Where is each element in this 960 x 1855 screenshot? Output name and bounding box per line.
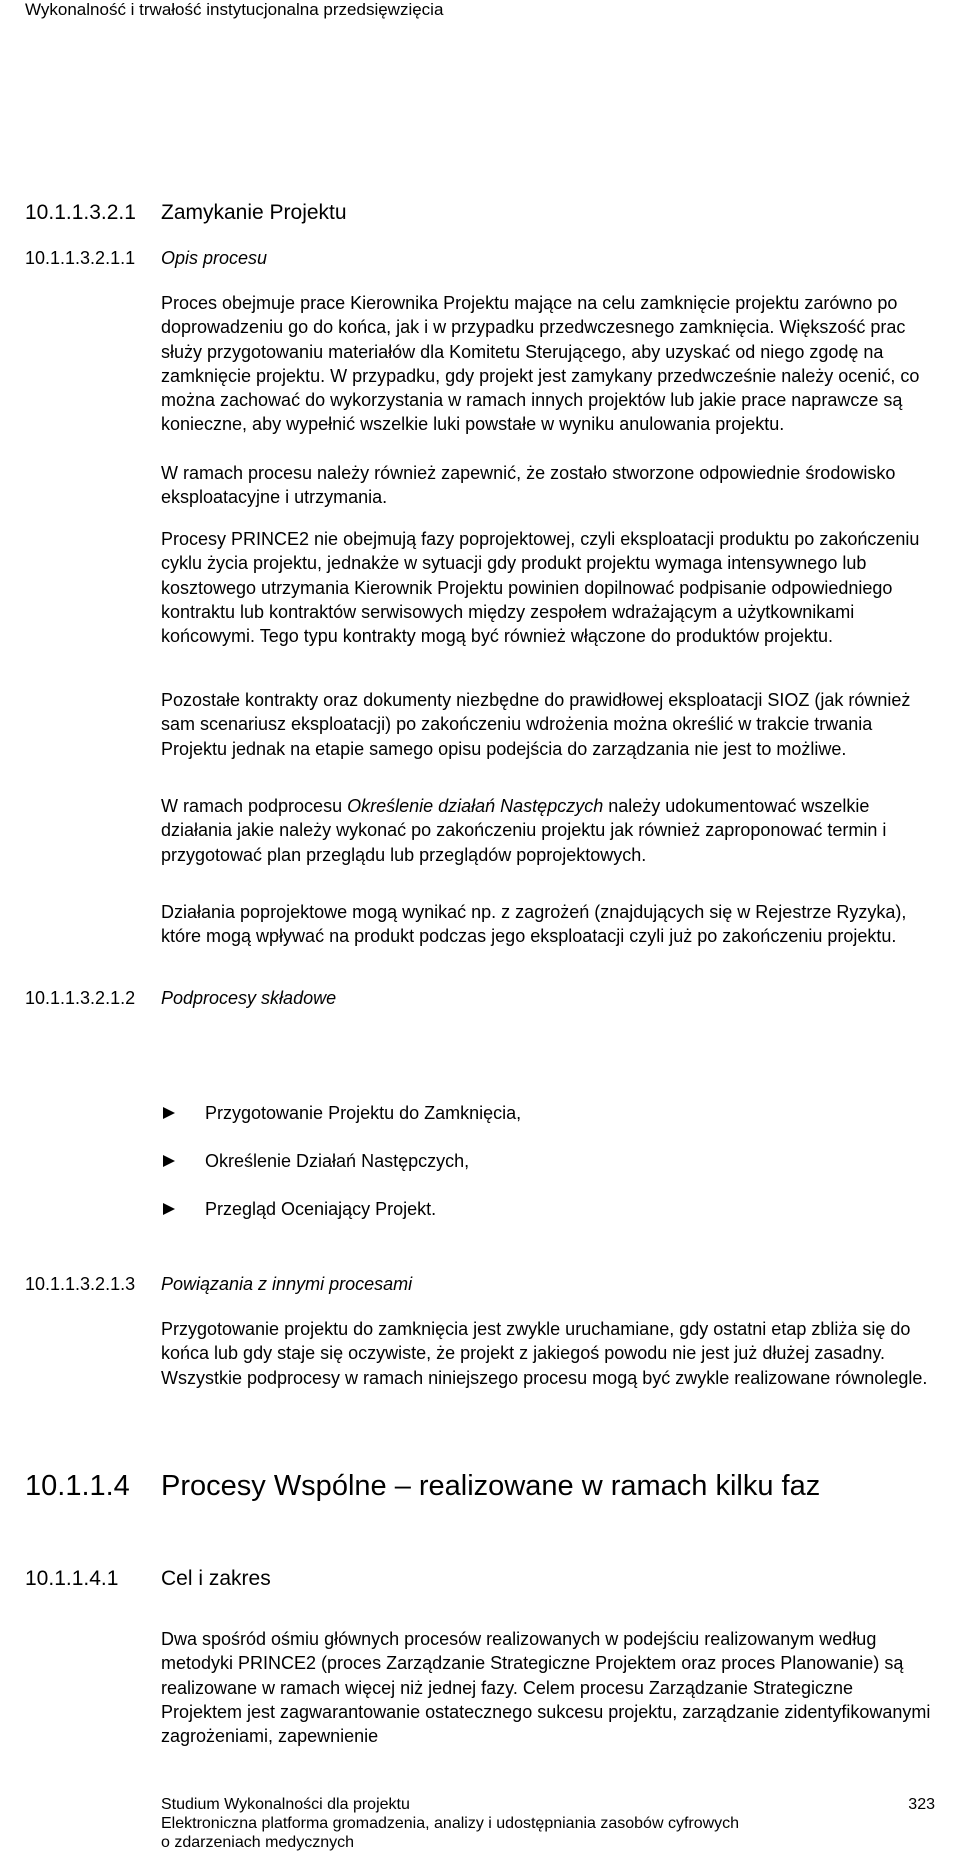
section-title: Zamykanie Projektu [161, 201, 347, 224]
section-title: Cel i zakres [161, 1567, 271, 1590]
bullet-arrow-icon [163, 1155, 175, 1167]
subsection-heading [0, 246, 960, 270]
page-number: 323 [908, 1796, 935, 1813]
section-number: 10.1.1.4.1 [25, 1567, 119, 1590]
paragraph: Proces obejmuje prace Kierownika Projektu mające na celu zamknięcie projektu zarówno po doprowadzeniu go do końca, jak i w przypadku przedwczesnego zamknięcia. Większość prac służy przygotowaniu materiałów dla Komitetu Sterującego, aby uzyskać od niego zgodę na zamknięcie projektu. W przypadku, gdy projekt jest zamykany przedwcześnie należy ocenić, co można zachować do wykorzystania w ramach innych projektów lub jakie prace naprawcze są konieczne, aby wypełnić wszelkie luki powstałe w wyniku anulowania projektu. [161, 293, 920, 435]
paragraph-text: należy udokumentować wszelkie działania jakie należy wykonać po zakończeniu projektu jak również zaproponować termin i przygotować plan przeglądu lub przeglądów poprojektowych. [161, 796, 887, 865]
footer-line: Studium Wykonalności dla projektu [161, 1796, 410, 1813]
subsection-title: Powiązania z innymi procesami [161, 1274, 413, 1294]
section-heading [0, 199, 960, 227]
paragraph-text: W ramach podprocesu [161, 796, 348, 816]
list-item [161, 1149, 521, 1197]
paragraph: Pozostałe kontrakty oraz dokumenty niezbędne do prawidłowej eksploatacji SIOZ (jak również sam scenariusz eksploatacji) po zakończeniu wdrożenia można określić w trakcie trwania Projektu jednak na etapie samego opisu podejścia do zarządzania nie jest to możliwe. [161, 690, 911, 759]
paragraph: W ramach procesu należy również zapewnić, że zostało stworzone odpowiednie środowisko eksploatacyjne i utrzymania. [161, 463, 896, 508]
section-heading [0, 1565, 960, 1593]
bullet-arrow-icon [163, 1203, 175, 1215]
emphasized-process-name: Określenie działań Następczych [347, 796, 604, 816]
paragraph: Przygotowanie projektu do zamknięcia jest zwykle uruchamiane, gdy ostatni etap zbliża się do końca lub gdy staje się oczywiste, że projekt z jakiegoś powodu nie jest już dłużej zasadny. Wszystkie podprocesy w ramach niniejszego procesu mogą być zwykle realizowane równolegle. [161, 1319, 928, 1388]
list-item-text: Przegląd Oceniający Projekt. [205, 1199, 437, 1219]
paragraph: Dwa spośród ośmiu głównych procesów realizowanych w podejściu realizowanym według metodyki PRINCE2 (proces Zarządzanie Strategiczne Projektem oraz proces Planowanie) są realizowane w ramach więcej niż jednej fazy. Celem procesu Zarządzanie Strategiczne Projektem jest zagwarantowanie ostatecznego sukcesu projektu, zarządzanie zidentyfikowanymi zagrożeniami, zapewnienie [161, 1629, 931, 1747]
subsection-number: 10.1.1.3.2.1.1 [25, 248, 136, 268]
paragraph: Działania poprojektowe mogą wynikać np. z zagrożeń (znajdujących się w Rejestrze Ryzyka), które mogą wpływać na produkt podczas jego eksploatacji czyli już po zakończeniu projektu. [161, 902, 907, 947]
list-item-text: Określenie Działań Następczych, [205, 1151, 470, 1171]
bullet-arrow-icon [163, 1107, 175, 1119]
running-header: Wykonalność i trwałość instytucjonalna przedsięwzięcia [25, 0, 444, 19]
subsection-title: Opis procesu [161, 248, 268, 268]
subprocess-list [161, 1101, 521, 1245]
section-number: 10.1.1.3.2.1 [25, 201, 136, 224]
list-item-text: Przygotowanie Projektu do Zamknięcia, [205, 1103, 522, 1123]
subsection-heading [0, 1272, 960, 1296]
chapter-heading [0, 1469, 960, 1503]
list-item [161, 1197, 521, 1245]
subsection-number: 10.1.1.3.2.1.2 [25, 988, 136, 1008]
chapter-number: 10.1.1.4 [25, 1470, 130, 1502]
list-item [161, 1101, 521, 1149]
subsection-number: 10.1.1.3.2.1.3 [25, 1274, 136, 1294]
footer-line: o zdarzeniach medycznych [161, 1834, 354, 1851]
paragraph [161, 794, 936, 867]
paragraph: Procesy PRINCE2 nie obejmują fazy poprojektowej, czyli eksploatacji produktu po zakończeniu cyklu życia projektu, jednakże w sytuacji gdy produkt projektu wymaga intensywnego lub kosztowego utrzymania Kierownik Projektu powinien dopilnować podpisanie odpowiedniego kontraktu lub kontraktów serwisowych między zespołem wdrażającym a użytkownikami końcowymi. Tego typu kontrakty mogą być również włączone do produktów projektu. [161, 529, 920, 647]
chapter-title: Procesy Wspólne – realizowane w ramach kilku faz [161, 1470, 821, 1502]
page-footer [161, 1795, 739, 1852]
footer-line: Elektroniczna platforma gromadzenia, analizy i udostępniania zasobów cyfrowych [161, 1815, 740, 1832]
subsection-heading [0, 986, 960, 1010]
subsection-title: Podprocesy składowe [161, 988, 337, 1008]
